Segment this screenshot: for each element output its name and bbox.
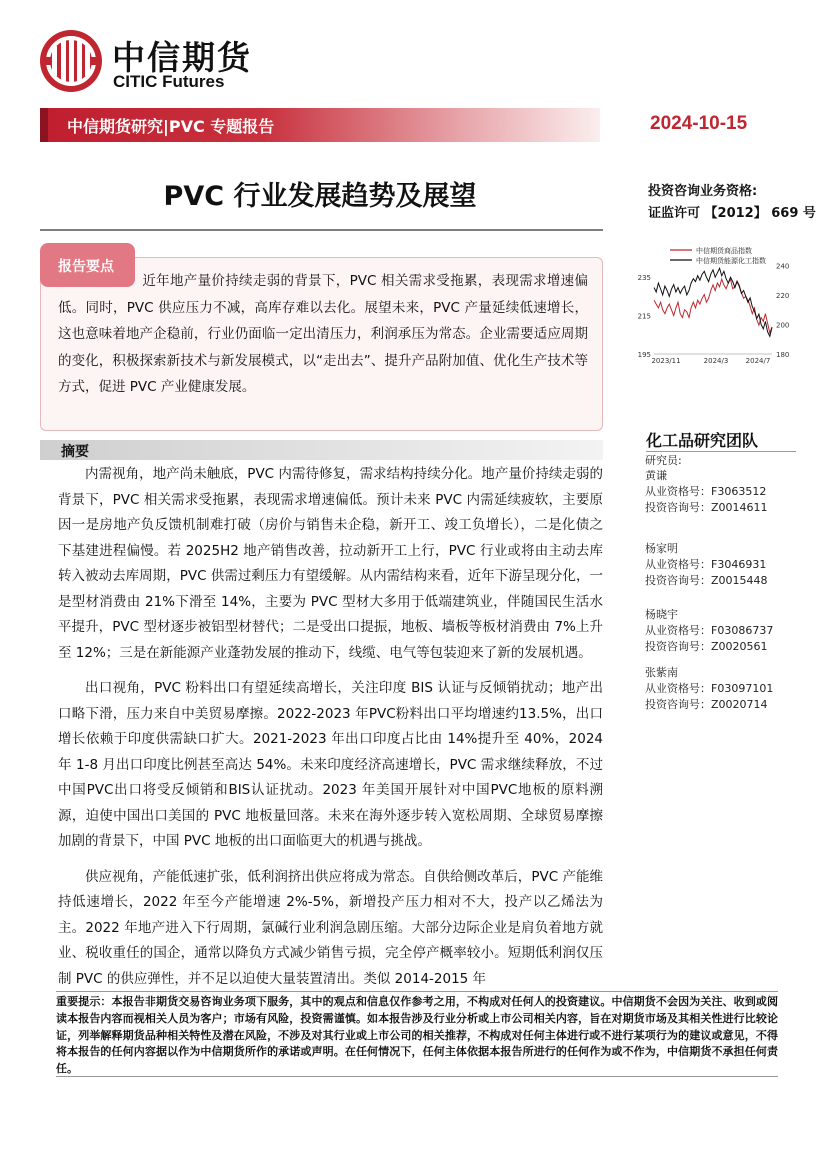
abstract-heading: 摘要 [61,444,89,460]
report-date: 2024-10-15 [650,113,748,134]
legend-label: 中信期货能源化工指数 [696,257,766,265]
abstract-heading-bar [40,440,603,460]
banner-stripe [40,108,48,142]
qualification-license: 证监许可 【2012】 669 号 [648,206,816,221]
banner-text: 中信期货研究|PVC 专题报告 [67,117,275,136]
analyst-consult-id: 投资咨询号：Z0015448 [645,574,768,587]
y-right-tick-label: 220 [776,291,790,300]
series-line [654,268,772,336]
x-tick-label: 2024/3 [703,357,729,365]
index-chart [620,238,810,372]
analyst-license: 从业资格号：F03097101 [645,682,774,695]
summary-body: 近年地产量价持续走弱的背景下，PVC 相关需求受拖累，表现需求增速偏低。同时，PVC 供应压力不减，高库存难以去化。展望未来，PVC 产量延续低速增长，这也意味着地产企稳前，行业仍面临一定出清压力，利润承压为常态。企业需要适应周期的变化，积极探索新技术与新发展模式，以“走出去”、提升产品附加值、优化生产技术等方式，促进 PVC 产业健康发展。 [58,273,588,395]
y-left-tick-label: 215 [637,312,651,321]
logo-english-name: CITIC Futures [113,72,225,91]
analyst-card [645,665,815,713]
analyst-license: 从业资格号：F3046931 [645,558,767,571]
disclaimer-bottom-rule [56,1076,778,1077]
qualification-label: 投资咨询业务资格: [648,184,758,199]
summary-tag-label: 报告要点 [58,259,114,275]
y-left-tick-label: 195 [637,351,651,359]
abstract-body [58,462,603,1002]
x-tick-label: 2023/11 [651,357,681,365]
analyst-card [645,607,815,655]
report-title: PVC 行业发展趋势及展望 [163,181,477,212]
analyst-consult-id: 投资咨询号：Z0020714 [645,698,768,711]
analyst-name: 杨晓宇 [645,608,678,621]
analyst-card [645,541,815,589]
abstract-paragraph: 供应视角，产能低速扩张，低利润挤出供应将成为常态。自供给侧改革后，PVC 产能维持低速增长，2022 年至今产能增速 2%-5%，新增投产压力相对不大，投产以乙烯法为主。2022 年地产进入下行周期，氯碱行业利润急剧压缩。大部分边际企业是肩负着地方就业、税收重任的国企，通常以降负方式减少销售亏损，完全停产概率较小。短期低利润仅压制 PVC 的供应弹性，并不足以迫使大量装置清出。类似 2014-2015 年 [58,868,603,987]
abstract-paragraph: 内需视角，地产尚未触底，PVC 内需待修复，需求结构持续分化。地产量价持续走弱的背景下，PVC 相关需求受拖累，表现需求增速偏低。预计未来 PVC 内需延续疲软，主要原因一是房地产负反馈机制难打破（房价与销售未企稳，新开工、竣工负增长），二是化债之下基建进程偏慢。若 2025H2 地产销售改善，拉动新开工上行，PVC 行业或将由主动去库转入被动去库周期，PVC 供需过剩压力有望缓解。从内需结构来看，近年下游呈现分化，一是型材消费由 21%下滑至 14%，主要为 PVC 型材大多用于低端建筑业，伴随国民生活水平提升，PVC 型材逐步被铝型材替代；二是受出口提振，地板、墙板等板材消费由 7%上升至 12%；三是在新能源产业蓬勃发展的推动下，线缆、电气等包装迎来了新的发展机遇。 [58,466,603,661]
citic-logo-icon [38,28,104,94]
y-right-tick-label: 200 [776,321,790,330]
disclaimer-text: 重要提示：本报告非期货交易咨询业务项下服务，其中的观点和信息仅作参考之用，不构成对任何人的投资建议。中信期货不会因为关注、收到或阅读本报告内容而视相关人员为客户；市场有风险，投资需谨慎。如本报告涉及行业分析或上市公司相关内容，旨在对期货市场及其相关性进行比较论证，列举解释期货品种相关特性及潜在风险，不涉及对其行业或上市公司的相关推荐，不构成对任何主体进行或不进行某项行为的建议或意见，不得将本报告的任何内容据以作为中信期货所作的承诺或声明。在任何情况下，任何主体依据本报告所进行的任何作为或不作为，中信期货不承担任何责任。 [56,995,778,1076]
analyst-license: 从业资格号：F3063512 [645,485,767,498]
analyst-consult-id: 投资咨询号：Z0020561 [645,640,768,653]
team-title: 化工品研究团队 [646,431,759,450]
series-line [654,279,772,333]
analyst-name: 张紫南 [645,666,678,679]
disclaimer-top-rule [56,991,778,992]
analyst-name: 杨家明 [645,542,678,555]
report-series-banner [40,108,600,142]
analyst-name: 黄谦 [645,469,667,482]
index-chart-svg [620,238,810,372]
title-divider [40,229,603,231]
x-tick-label: 2024/7 [745,357,771,365]
researcher-label: 研究员: [645,454,682,467]
analyst-card [645,468,815,516]
analyst-license: 从业资格号：F03086737 [645,624,774,637]
citic-futures-logo [38,28,258,94]
logo-chinese-name: 中信期货 [112,38,252,77]
summary-text [58,268,588,401]
abstract-paragraph: 出口视角，PVC 粉料出口有望延续高增长，关注印度 BIS 认证与反倾销扰动；地产出口略下滑，压力来自中美贸易摩擦。2022-2023 年PVC粉料出口平均增速约13.5%，出口增长依赖于印度供需缺口扩大。2021-2023 年出口印度占比由 14%提升至 40%，2024 年 1-8 月出口印度比例甚至高达 54%。未来印度经济高速增长，PVC 需求继续释放，不过中国PVC出口将受反倾销和BIS认证扰动。2023 年美国开展针对中国PVC地板的原料溯源，迫使中国出口美国的 PVC 地板量回落。未来在海外逐步转入宽松周期、全球贸易摩擦加剧的背景下，中国 PVC 地板的出口面临更大的机遇与挑战。 [58,680,603,849]
y-right-tick-label: 180 [776,351,790,359]
legend-label: 中信期货商品指数 [696,247,752,255]
y-left-tick-label: 235 [637,274,651,283]
y-right-tick-label: 240 [776,262,790,271]
analyst-consult-id: 投资咨询号：Z0014611 [645,501,768,514]
